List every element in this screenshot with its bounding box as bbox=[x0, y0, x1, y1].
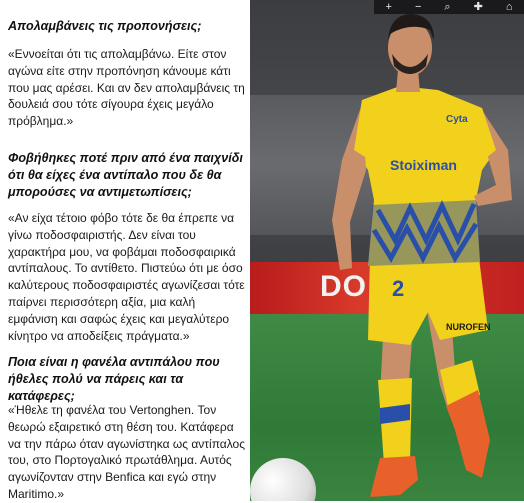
article-text bbox=[0, 0, 250, 501]
answer-2: «Αν είχα τέτοιο φόβο τότε δε θα έπρεπε να γίνω ποδοσφαιριστής. Δεν είναι του χαρακτήρα μου, να φοβάμαι ποδοσφαιρικά αντίπαλους. Το αντίθετο. Πιστεύω ότι με όσο καλύτερους ποδοσφαιριστές αγωνίζεσαι τότε παίρνει περισσότερη αξία, μια καλή εμφάνιση και σαφώς έχεις και μεγαλύτερο κίνητρο να αποδείξεις πράγματα.» bbox=[8, 211, 245, 343]
pin-icon[interactable]: ✚ bbox=[473, 1, 483, 13]
answer-1: «Εννοείται ότι τις απολαμβάνω. Είτε στον αγώνα είτε στην προπόνηση κάνουμε κάτι που μας αρέσει. Και αν δεν απολαμβάνεις τη δουλειά σου τότε σίγουρα έχεις μεγάλο πρόβλημα.» bbox=[8, 47, 245, 129]
plus-icon[interactable]: + bbox=[385, 1, 392, 13]
question-2: Φοβήθηκες ποτέ πριν από ένα παιχνίδι ότι θα είχες ένα αντίπαλο που δε θα μπορούσες να αντιμετωπίσεις; bbox=[8, 151, 243, 199]
board-logo-text: DO bbox=[320, 270, 367, 303]
zoom-icon[interactable]: ⌕ bbox=[444, 1, 451, 13]
answer-3: «Ήθελε τη φανέλα του Vertonghen. Τον θεωρώ εξαιρετικό στη θέση του. Κατάφερα να την πάρω όταν αγωνίστηκα ως αντίπαλος του, στο Πορτογαλικό πρωτάθλημα. Αυτός αγωνίζονταν στην Benfica και εγώ στην Maritimo.» bbox=[8, 403, 246, 501]
player-photo bbox=[250, 0, 524, 501]
home-icon[interactable]: ⌂ bbox=[505, 1, 513, 13]
question-3: Ποια είναι η φανέλα αντιπάλου που ήθελες πολύ να πάρεις και τα κατάφερες; bbox=[8, 355, 220, 403]
shorts-sponsor: NUROFEN bbox=[446, 322, 491, 332]
shirt-sponsor: Stoiximan bbox=[390, 157, 457, 173]
minus-icon[interactable]: − bbox=[414, 1, 422, 13]
shirt-brand: Cyta bbox=[446, 114, 468, 125]
question-1: Απολαμβάνεις τις προπονήσεις; bbox=[8, 19, 202, 33]
viewer-toolbar bbox=[374, 0, 524, 14]
player-figure bbox=[250, 0, 524, 501]
shorts-number: 2 bbox=[392, 276, 405, 301]
